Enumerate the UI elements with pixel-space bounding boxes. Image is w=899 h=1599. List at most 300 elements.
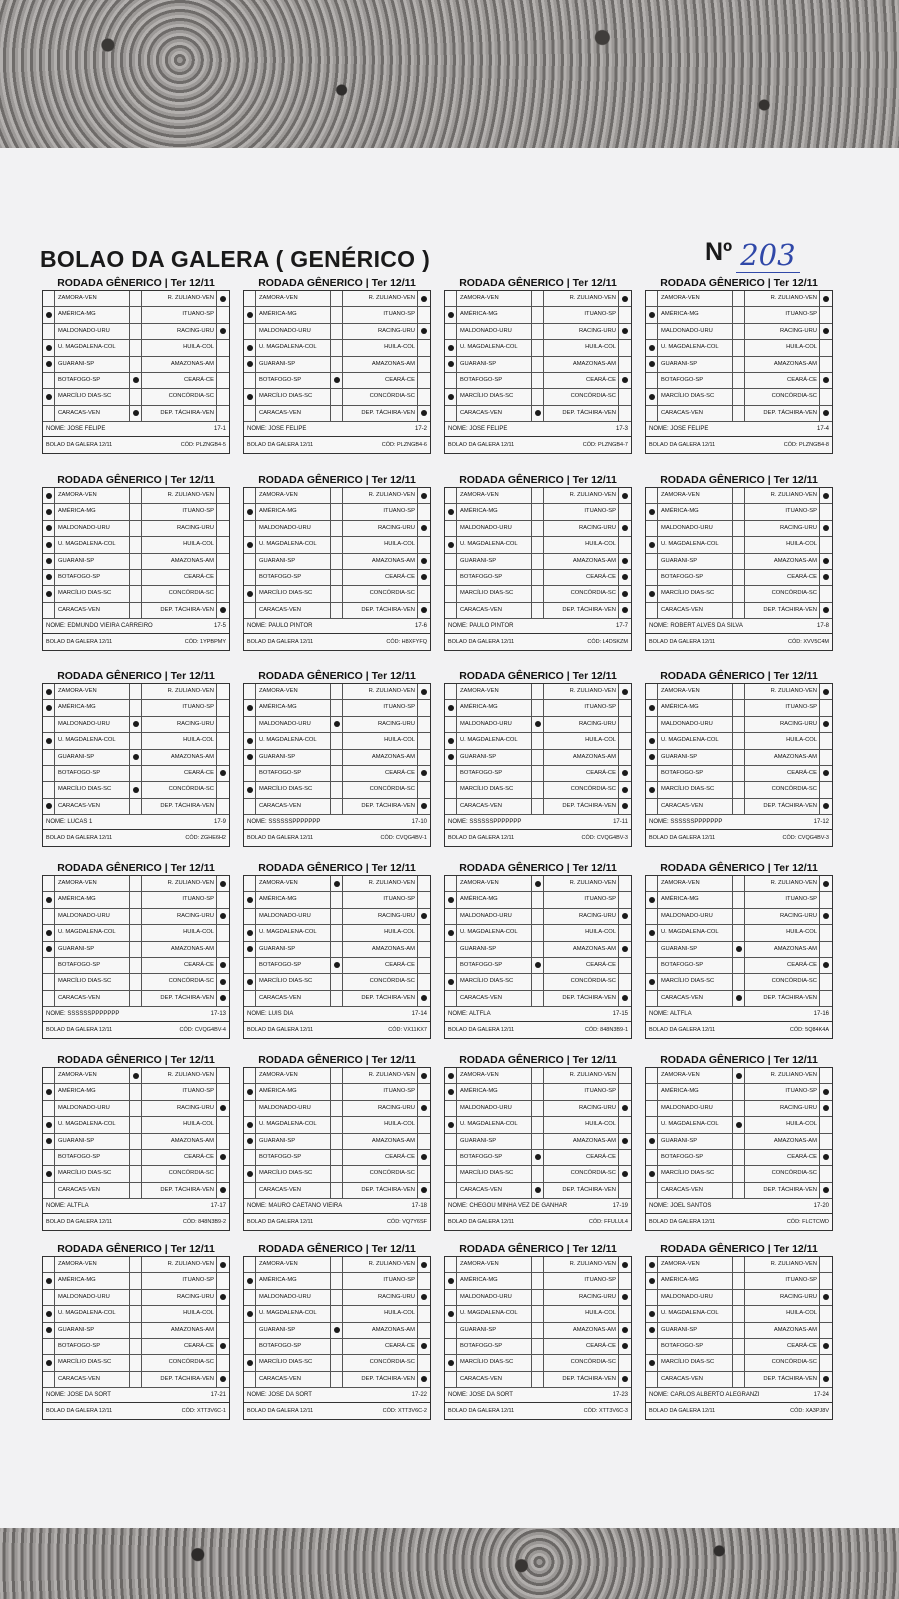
- away-win-mark[interactable]: [820, 521, 832, 537]
- away-win-mark[interactable]: [418, 1355, 430, 1371]
- home-win-mark[interactable]: [646, 1323, 658, 1339]
- home-win-mark[interactable]: [244, 750, 256, 766]
- draw-mark[interactable]: [130, 1101, 142, 1117]
- draw-mark[interactable]: [130, 766, 142, 782]
- home-win-mark[interactable]: [244, 766, 256, 782]
- away-win-mark[interactable]: [418, 1306, 430, 1322]
- home-win-mark[interactable]: [445, 700, 457, 716]
- home-win-mark[interactable]: [646, 1273, 658, 1289]
- away-win-mark[interactable]: [820, 700, 832, 716]
- away-win-mark[interactable]: [217, 603, 229, 619]
- home-win-mark[interactable]: [244, 684, 256, 700]
- draw-mark[interactable]: [532, 876, 544, 892]
- home-win-mark[interactable]: [445, 1101, 457, 1117]
- home-win-mark[interactable]: [445, 537, 457, 553]
- draw-mark[interactable]: [532, 700, 544, 716]
- draw-mark[interactable]: [331, 1306, 343, 1322]
- away-win-mark[interactable]: [217, 1306, 229, 1322]
- home-win-mark[interactable]: [43, 1273, 55, 1289]
- home-win-mark[interactable]: [43, 925, 55, 941]
- away-win-mark[interactable]: [619, 373, 631, 389]
- draw-mark[interactable]: [532, 1257, 544, 1273]
- home-win-mark[interactable]: [445, 1117, 457, 1133]
- draw-mark[interactable]: [733, 340, 745, 356]
- home-win-mark[interactable]: [646, 373, 658, 389]
- draw-mark[interactable]: [733, 521, 745, 537]
- home-win-mark[interactable]: [646, 406, 658, 422]
- away-win-mark[interactable]: [217, 684, 229, 700]
- away-win-mark[interactable]: [619, 717, 631, 733]
- home-win-mark[interactable]: [445, 766, 457, 782]
- draw-mark[interactable]: [130, 925, 142, 941]
- draw-mark[interactable]: [733, 1166, 745, 1182]
- away-win-mark[interactable]: [217, 733, 229, 749]
- home-win-mark[interactable]: [244, 1117, 256, 1133]
- draw-mark[interactable]: [331, 991, 343, 1007]
- draw-mark[interactable]: [532, 1273, 544, 1289]
- draw-mark[interactable]: [130, 1306, 142, 1322]
- draw-mark[interactable]: [130, 389, 142, 405]
- home-win-mark[interactable]: [646, 554, 658, 570]
- draw-mark[interactable]: [331, 357, 343, 373]
- away-win-mark[interactable]: [217, 1150, 229, 1166]
- home-win-mark[interactable]: [43, 603, 55, 619]
- away-win-mark[interactable]: [820, 1257, 832, 1273]
- draw-mark[interactable]: [130, 733, 142, 749]
- home-win-mark[interactable]: [244, 782, 256, 798]
- draw-mark[interactable]: [532, 373, 544, 389]
- away-win-mark[interactable]: [619, 782, 631, 798]
- draw-mark[interactable]: [331, 958, 343, 974]
- away-win-mark[interactable]: [820, 1166, 832, 1182]
- home-win-mark[interactable]: [244, 357, 256, 373]
- draw-mark[interactable]: [130, 307, 142, 323]
- draw-mark[interactable]: [130, 1290, 142, 1306]
- home-win-mark[interactable]: [646, 521, 658, 537]
- draw-mark[interactable]: [532, 1339, 544, 1355]
- away-win-mark[interactable]: [619, 1306, 631, 1322]
- home-win-mark[interactable]: [43, 357, 55, 373]
- home-win-mark[interactable]: [244, 324, 256, 340]
- draw-mark[interactable]: [532, 537, 544, 553]
- away-win-mark[interactable]: [418, 1183, 430, 1199]
- home-win-mark[interactable]: [445, 603, 457, 619]
- away-win-mark[interactable]: [217, 974, 229, 990]
- away-win-mark[interactable]: [418, 488, 430, 504]
- away-win-mark[interactable]: [820, 892, 832, 908]
- away-win-mark[interactable]: [820, 1084, 832, 1100]
- home-win-mark[interactable]: [445, 570, 457, 586]
- home-win-mark[interactable]: [646, 603, 658, 619]
- draw-mark[interactable]: [331, 1134, 343, 1150]
- home-win-mark[interactable]: [244, 1068, 256, 1084]
- draw-mark[interactable]: [130, 799, 142, 815]
- home-win-mark[interactable]: [244, 603, 256, 619]
- away-win-mark[interactable]: [418, 733, 430, 749]
- home-win-mark[interactable]: [244, 1084, 256, 1100]
- draw-mark[interactable]: [733, 504, 745, 520]
- draw-mark[interactable]: [733, 307, 745, 323]
- home-win-mark[interactable]: [43, 537, 55, 553]
- home-win-mark[interactable]: [43, 1257, 55, 1273]
- away-win-mark[interactable]: [418, 958, 430, 974]
- away-win-mark[interactable]: [418, 1339, 430, 1355]
- draw-mark[interactable]: [331, 782, 343, 798]
- away-win-mark[interactable]: [820, 504, 832, 520]
- home-win-mark[interactable]: [445, 521, 457, 537]
- home-win-mark[interactable]: [244, 1355, 256, 1371]
- away-win-mark[interactable]: [619, 603, 631, 619]
- draw-mark[interactable]: [733, 1101, 745, 1117]
- away-win-mark[interactable]: [418, 357, 430, 373]
- home-win-mark[interactable]: [43, 291, 55, 307]
- away-win-mark[interactable]: [418, 799, 430, 815]
- away-win-mark[interactable]: [619, 1273, 631, 1289]
- away-win-mark[interactable]: [820, 1068, 832, 1084]
- away-win-mark[interactable]: [217, 717, 229, 733]
- home-win-mark[interactable]: [445, 291, 457, 307]
- draw-mark[interactable]: [130, 1150, 142, 1166]
- away-win-mark[interactable]: [619, 406, 631, 422]
- draw-mark[interactable]: [532, 324, 544, 340]
- draw-mark[interactable]: [130, 684, 142, 700]
- draw-mark[interactable]: [733, 1134, 745, 1150]
- away-win-mark[interactable]: [619, 1290, 631, 1306]
- home-win-mark[interactable]: [445, 958, 457, 974]
- draw-mark[interactable]: [331, 1273, 343, 1289]
- away-win-mark[interactable]: [217, 554, 229, 570]
- draw-mark[interactable]: [532, 766, 544, 782]
- home-win-mark[interactable]: [43, 307, 55, 323]
- draw-mark[interactable]: [532, 958, 544, 974]
- away-win-mark[interactable]: [820, 750, 832, 766]
- draw-mark[interactable]: [733, 958, 745, 974]
- away-win-mark[interactable]: [418, 909, 430, 925]
- draw-mark[interactable]: [532, 521, 544, 537]
- draw-mark[interactable]: [733, 733, 745, 749]
- home-win-mark[interactable]: [244, 1183, 256, 1199]
- draw-mark[interactable]: [331, 1339, 343, 1355]
- draw-mark[interactable]: [733, 684, 745, 700]
- draw-mark[interactable]: [331, 586, 343, 602]
- home-win-mark[interactable]: [43, 554, 55, 570]
- home-win-mark[interactable]: [43, 892, 55, 908]
- away-win-mark[interactable]: [820, 991, 832, 1007]
- draw-mark[interactable]: [331, 521, 343, 537]
- home-win-mark[interactable]: [244, 586, 256, 602]
- draw-mark[interactable]: [331, 603, 343, 619]
- draw-mark[interactable]: [130, 1166, 142, 1182]
- draw-mark[interactable]: [733, 373, 745, 389]
- draw-mark[interactable]: [331, 942, 343, 958]
- away-win-mark[interactable]: [619, 1323, 631, 1339]
- draw-mark[interactable]: [130, 1355, 142, 1371]
- draw-mark[interactable]: [733, 782, 745, 798]
- away-win-mark[interactable]: [619, 1084, 631, 1100]
- home-win-mark[interactable]: [646, 1339, 658, 1355]
- away-win-mark[interactable]: [619, 488, 631, 504]
- home-win-mark[interactable]: [244, 733, 256, 749]
- away-win-mark[interactable]: [217, 1273, 229, 1289]
- home-win-mark[interactable]: [646, 942, 658, 958]
- draw-mark[interactable]: [733, 909, 745, 925]
- draw-mark[interactable]: [733, 389, 745, 405]
- draw-mark[interactable]: [331, 373, 343, 389]
- away-win-mark[interactable]: [418, 1372, 430, 1388]
- home-win-mark[interactable]: [646, 1290, 658, 1306]
- away-win-mark[interactable]: [820, 307, 832, 323]
- draw-mark[interactable]: [532, 406, 544, 422]
- home-win-mark[interactable]: [244, 1134, 256, 1150]
- away-win-mark[interactable]: [217, 586, 229, 602]
- away-win-mark[interactable]: [820, 1355, 832, 1371]
- draw-mark[interactable]: [331, 1068, 343, 1084]
- away-win-mark[interactable]: [217, 1101, 229, 1117]
- draw-mark[interactable]: [532, 1134, 544, 1150]
- home-win-mark[interactable]: [244, 291, 256, 307]
- draw-mark[interactable]: [733, 488, 745, 504]
- home-win-mark[interactable]: [646, 684, 658, 700]
- home-win-mark[interactable]: [244, 1306, 256, 1322]
- away-win-mark[interactable]: [217, 876, 229, 892]
- away-win-mark[interactable]: [619, 1372, 631, 1388]
- home-win-mark[interactable]: [646, 1257, 658, 1273]
- draw-mark[interactable]: [532, 684, 544, 700]
- away-win-mark[interactable]: [619, 1257, 631, 1273]
- home-win-mark[interactable]: [646, 307, 658, 323]
- away-win-mark[interactable]: [418, 307, 430, 323]
- draw-mark[interactable]: [331, 537, 343, 553]
- home-win-mark[interactable]: [244, 307, 256, 323]
- home-win-mark[interactable]: [445, 1290, 457, 1306]
- draw-mark[interactable]: [733, 324, 745, 340]
- home-win-mark[interactable]: [445, 782, 457, 798]
- home-win-mark[interactable]: [445, 909, 457, 925]
- away-win-mark[interactable]: [820, 1117, 832, 1133]
- away-win-mark[interactable]: [418, 892, 430, 908]
- draw-mark[interactable]: [733, 554, 745, 570]
- draw-mark[interactable]: [733, 1323, 745, 1339]
- away-win-mark[interactable]: [619, 554, 631, 570]
- away-win-mark[interactable]: [418, 1068, 430, 1084]
- away-win-mark[interactable]: [820, 909, 832, 925]
- away-win-mark[interactable]: [820, 488, 832, 504]
- home-win-mark[interactable]: [646, 324, 658, 340]
- home-win-mark[interactable]: [646, 291, 658, 307]
- away-win-mark[interactable]: [619, 991, 631, 1007]
- draw-mark[interactable]: [532, 974, 544, 990]
- home-win-mark[interactable]: [445, 925, 457, 941]
- draw-mark[interactable]: [130, 717, 142, 733]
- draw-mark[interactable]: [733, 892, 745, 908]
- away-win-mark[interactable]: [619, 357, 631, 373]
- away-win-mark[interactable]: [619, 684, 631, 700]
- draw-mark[interactable]: [331, 340, 343, 356]
- away-win-mark[interactable]: [418, 324, 430, 340]
- draw-mark[interactable]: [130, 357, 142, 373]
- draw-mark[interactable]: [130, 1117, 142, 1133]
- away-win-mark[interactable]: [820, 570, 832, 586]
- home-win-mark[interactable]: [43, 1134, 55, 1150]
- away-win-mark[interactable]: [418, 521, 430, 537]
- home-win-mark[interactable]: [244, 1101, 256, 1117]
- draw-mark[interactable]: [331, 1257, 343, 1273]
- away-win-mark[interactable]: [619, 1339, 631, 1355]
- away-win-mark[interactable]: [418, 700, 430, 716]
- away-win-mark[interactable]: [418, 389, 430, 405]
- draw-mark[interactable]: [532, 307, 544, 323]
- away-win-mark[interactable]: [217, 1323, 229, 1339]
- draw-mark[interactable]: [733, 717, 745, 733]
- home-win-mark[interactable]: [646, 1068, 658, 1084]
- home-win-mark[interactable]: [445, 991, 457, 1007]
- away-win-mark[interactable]: [217, 504, 229, 520]
- home-win-mark[interactable]: [244, 942, 256, 958]
- home-win-mark[interactable]: [43, 991, 55, 1007]
- home-win-mark[interactable]: [43, 1150, 55, 1166]
- draw-mark[interactable]: [130, 892, 142, 908]
- home-win-mark[interactable]: [646, 1117, 658, 1133]
- home-win-mark[interactable]: [646, 925, 658, 941]
- draw-mark[interactable]: [130, 1068, 142, 1084]
- away-win-mark[interactable]: [418, 406, 430, 422]
- home-win-mark[interactable]: [43, 700, 55, 716]
- away-win-mark[interactable]: [217, 700, 229, 716]
- home-win-mark[interactable]: [43, 750, 55, 766]
- draw-mark[interactable]: [733, 974, 745, 990]
- home-win-mark[interactable]: [244, 1323, 256, 1339]
- away-win-mark[interactable]: [418, 991, 430, 1007]
- draw-mark[interactable]: [532, 1117, 544, 1133]
- home-win-mark[interactable]: [445, 1339, 457, 1355]
- draw-mark[interactable]: [331, 799, 343, 815]
- home-win-mark[interactable]: [445, 750, 457, 766]
- away-win-mark[interactable]: [217, 373, 229, 389]
- home-win-mark[interactable]: [244, 1150, 256, 1166]
- home-win-mark[interactable]: [43, 766, 55, 782]
- away-win-mark[interactable]: [619, 958, 631, 974]
- draw-mark[interactable]: [331, 1183, 343, 1199]
- away-win-mark[interactable]: [820, 291, 832, 307]
- away-win-mark[interactable]: [619, 876, 631, 892]
- away-win-mark[interactable]: [217, 340, 229, 356]
- draw-mark[interactable]: [331, 974, 343, 990]
- draw-mark[interactable]: [331, 1323, 343, 1339]
- draw-mark[interactable]: [532, 1084, 544, 1100]
- away-win-mark[interactable]: [217, 1134, 229, 1150]
- draw-mark[interactable]: [130, 504, 142, 520]
- draw-mark[interactable]: [130, 909, 142, 925]
- away-win-mark[interactable]: [418, 340, 430, 356]
- draw-mark[interactable]: [331, 389, 343, 405]
- home-win-mark[interactable]: [43, 340, 55, 356]
- away-win-mark[interactable]: [820, 389, 832, 405]
- away-win-mark[interactable]: [820, 942, 832, 958]
- draw-mark[interactable]: [130, 1339, 142, 1355]
- away-win-mark[interactable]: [217, 406, 229, 422]
- home-win-mark[interactable]: [646, 1183, 658, 1199]
- home-win-mark[interactable]: [445, 488, 457, 504]
- home-win-mark[interactable]: [445, 1134, 457, 1150]
- home-win-mark[interactable]: [445, 1183, 457, 1199]
- home-win-mark[interactable]: [43, 782, 55, 798]
- away-win-mark[interactable]: [820, 1372, 832, 1388]
- away-win-mark[interactable]: [619, 504, 631, 520]
- away-win-mark[interactable]: [217, 570, 229, 586]
- draw-mark[interactable]: [130, 554, 142, 570]
- away-win-mark[interactable]: [619, 700, 631, 716]
- draw-mark[interactable]: [532, 357, 544, 373]
- away-win-mark[interactable]: [418, 291, 430, 307]
- away-win-mark[interactable]: [217, 909, 229, 925]
- home-win-mark[interactable]: [646, 488, 658, 504]
- home-win-mark[interactable]: [43, 909, 55, 925]
- away-win-mark[interactable]: [418, 750, 430, 766]
- draw-mark[interactable]: [130, 782, 142, 798]
- draw-mark[interactable]: [331, 307, 343, 323]
- away-win-mark[interactable]: [820, 1183, 832, 1199]
- home-win-mark[interactable]: [445, 307, 457, 323]
- home-win-mark[interactable]: [43, 1068, 55, 1084]
- draw-mark[interactable]: [733, 1372, 745, 1388]
- home-win-mark[interactable]: [244, 521, 256, 537]
- home-win-mark[interactable]: [445, 406, 457, 422]
- away-win-mark[interactable]: [217, 1355, 229, 1371]
- draw-mark[interactable]: [331, 750, 343, 766]
- home-win-mark[interactable]: [445, 733, 457, 749]
- away-win-mark[interactable]: [820, 586, 832, 602]
- away-win-mark[interactable]: [820, 1339, 832, 1355]
- home-win-mark[interactable]: [646, 504, 658, 520]
- draw-mark[interactable]: [532, 1150, 544, 1166]
- home-win-mark[interactable]: [646, 1306, 658, 1322]
- away-win-mark[interactable]: [418, 504, 430, 520]
- draw-mark[interactable]: [130, 603, 142, 619]
- draw-mark[interactable]: [733, 406, 745, 422]
- away-win-mark[interactable]: [619, 892, 631, 908]
- draw-mark[interactable]: [130, 1372, 142, 1388]
- away-win-mark[interactable]: [217, 942, 229, 958]
- home-win-mark[interactable]: [646, 1166, 658, 1182]
- away-win-mark[interactable]: [619, 570, 631, 586]
- away-win-mark[interactable]: [820, 373, 832, 389]
- home-win-mark[interactable]: [445, 324, 457, 340]
- draw-mark[interactable]: [532, 892, 544, 908]
- home-win-mark[interactable]: [646, 991, 658, 1007]
- draw-mark[interactable]: [130, 1323, 142, 1339]
- home-win-mark[interactable]: [43, 1323, 55, 1339]
- draw-mark[interactable]: [130, 876, 142, 892]
- home-win-mark[interactable]: [445, 1166, 457, 1182]
- home-win-mark[interactable]: [43, 521, 55, 537]
- draw-mark[interactable]: [532, 504, 544, 520]
- away-win-mark[interactable]: [619, 974, 631, 990]
- home-win-mark[interactable]: [646, 340, 658, 356]
- draw-mark[interactable]: [532, 733, 544, 749]
- away-win-mark[interactable]: [217, 1339, 229, 1355]
- away-win-mark[interactable]: [217, 1183, 229, 1199]
- away-win-mark[interactable]: [820, 357, 832, 373]
- away-win-mark[interactable]: [820, 406, 832, 422]
- away-win-mark[interactable]: [619, 521, 631, 537]
- draw-mark[interactable]: [331, 909, 343, 925]
- draw-mark[interactable]: [331, 554, 343, 570]
- home-win-mark[interactable]: [43, 570, 55, 586]
- draw-mark[interactable]: [733, 1306, 745, 1322]
- draw-mark[interactable]: [532, 942, 544, 958]
- away-win-mark[interactable]: [418, 1150, 430, 1166]
- draw-mark[interactable]: [130, 586, 142, 602]
